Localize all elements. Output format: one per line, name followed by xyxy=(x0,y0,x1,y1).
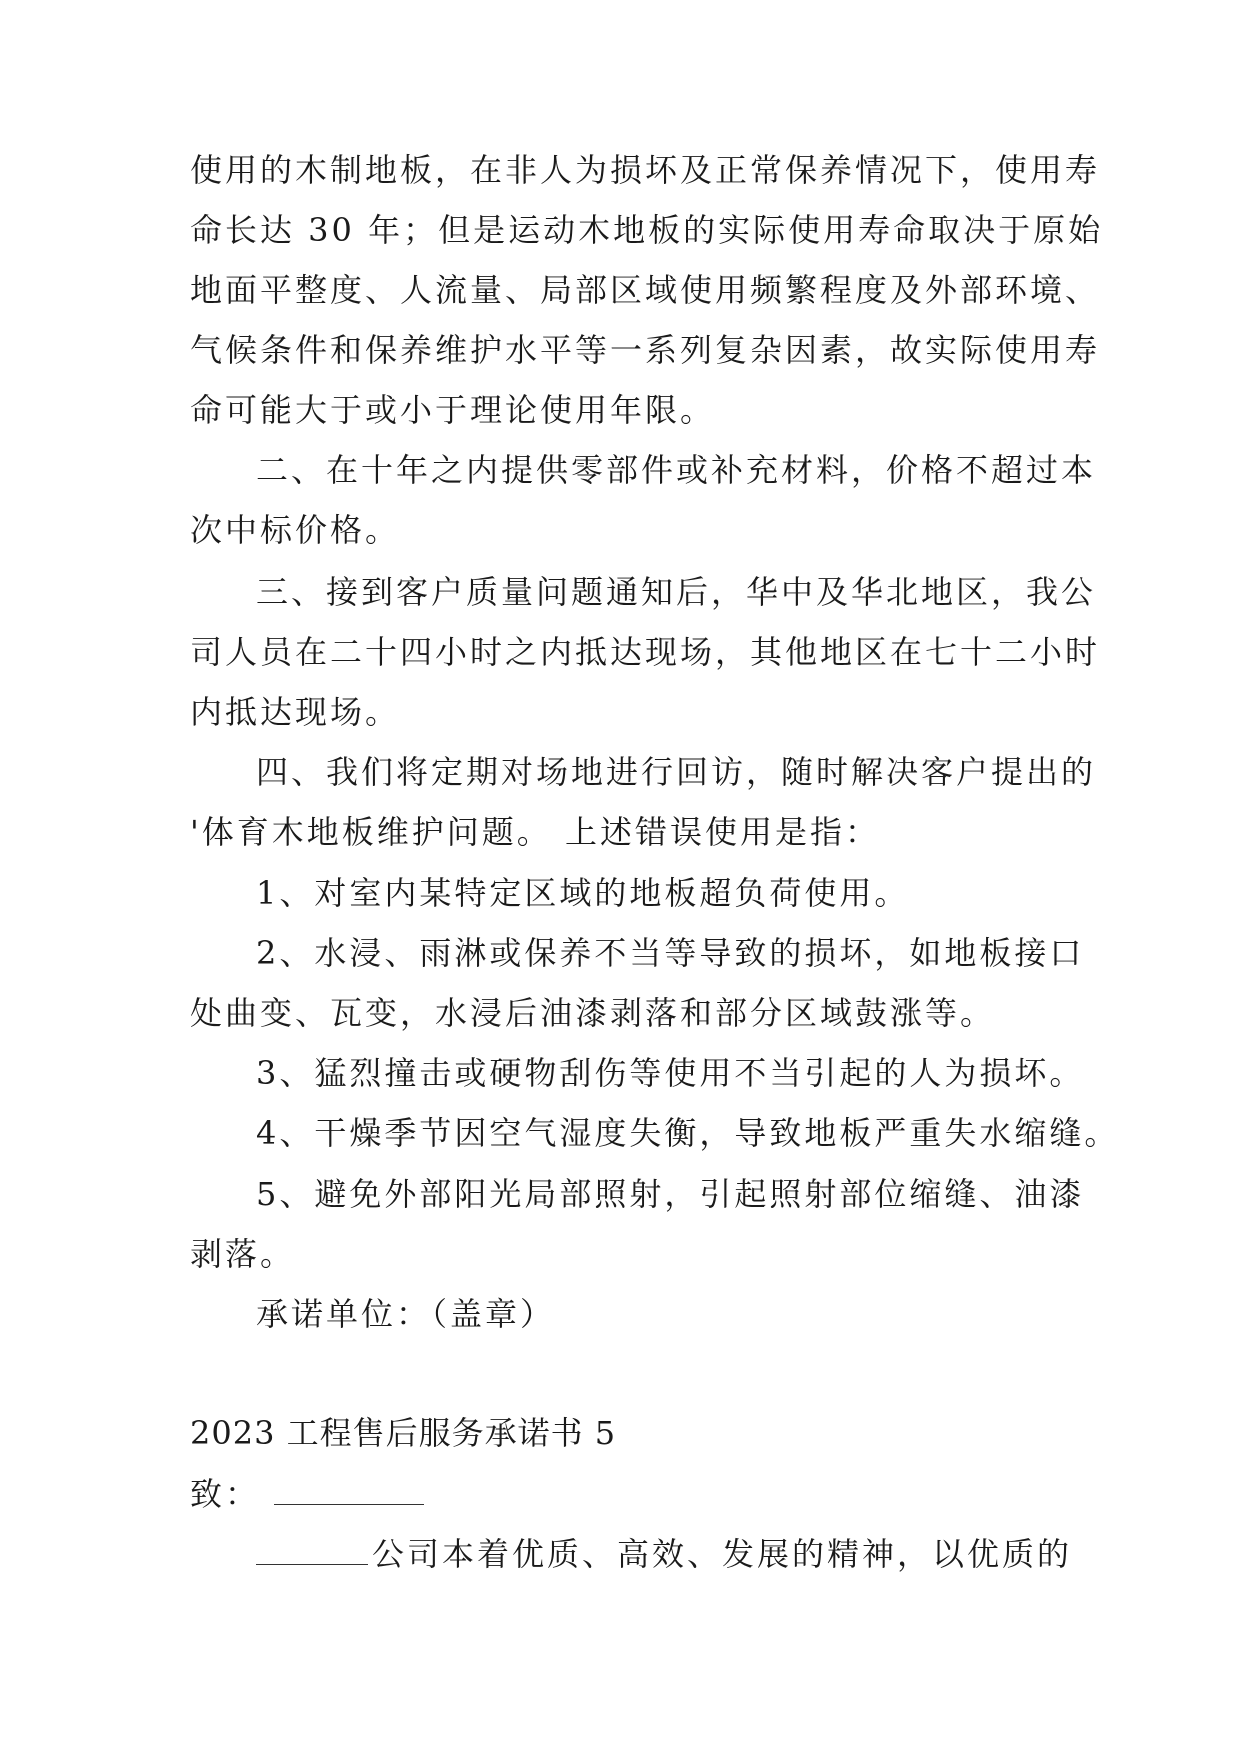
addressee-label: 致： xyxy=(190,1475,261,1513)
addressee-line xyxy=(190,1474,424,1514)
section-title: 2023 工程售后服务承诺书 5 xyxy=(190,1414,617,1452)
closing-text: 公司本着优质、高效、发展的精神，以优质的 xyxy=(372,1535,1073,1573)
body-text-line: 地面平整度、人流量、局部区域使用频繁程度及外部环境、 xyxy=(190,271,1101,309)
body-text-line xyxy=(256,1534,1072,1574)
body-text-line: 处曲变、瓦变，水浸后油漆剥落和部分区域鼓涨等。 xyxy=(190,994,996,1032)
addressee-blank xyxy=(274,1474,424,1505)
signature-line: 承诺单位：（盖章） xyxy=(256,1295,556,1333)
body-text-line: 命长达 30 年；但是运动木地板的实际使用寿命取决于原始 xyxy=(190,211,1104,249)
body-text-line: 四、我们将定期对场地进行回访，随时解决客户提出的 xyxy=(256,753,1097,791)
list-item: 3、猛烈撞击或硬物刮伤等使用不当引起的人为损坏。 xyxy=(256,1054,1085,1092)
body-text-line: 命可能大于或小于理论使用年限。 xyxy=(190,391,716,429)
body-text-line: 次中标价格。 xyxy=(190,511,401,549)
list-item: 1、对室内某特定区域的地板超负荷使用。 xyxy=(256,874,910,912)
list-item: 2、水浸、雨淋或保养不当等导致的损坏，如地板接口 xyxy=(256,934,1085,972)
body-text-line: 三、接到客户质量问题通知后，华中及华北地区，我公 xyxy=(256,573,1097,611)
body-text-line: 气候条件和保养维护水平等一系列复杂因素，故实际使用寿 xyxy=(190,331,1101,369)
list-item: 5、避免外部阳光局部照射，引起照射部位缩缝、油漆 xyxy=(256,1175,1085,1213)
list-item: 4、干燥季节因空气湿度失衡，导致地板严重失水缩缝。 xyxy=(256,1114,1120,1152)
body-text-line: 司人员在二十四小时之内抵达现场，其他地区在七十二小时 xyxy=(190,633,1101,671)
body-text-line: 二、在十年之内提供零部件或补充材料，价格不超过本 xyxy=(256,451,1097,489)
body-text-line: 剥落。 xyxy=(190,1235,296,1273)
body-text-line: '体育木地板维护问题。 上述错误使用是指： xyxy=(190,813,880,851)
body-text-line: 使用的木制地板，在非人为损坏及正常保养情况下，使用寿 xyxy=(190,151,1101,189)
company-blank xyxy=(256,1534,368,1565)
body-text-line: 内抵达现场。 xyxy=(190,693,401,731)
